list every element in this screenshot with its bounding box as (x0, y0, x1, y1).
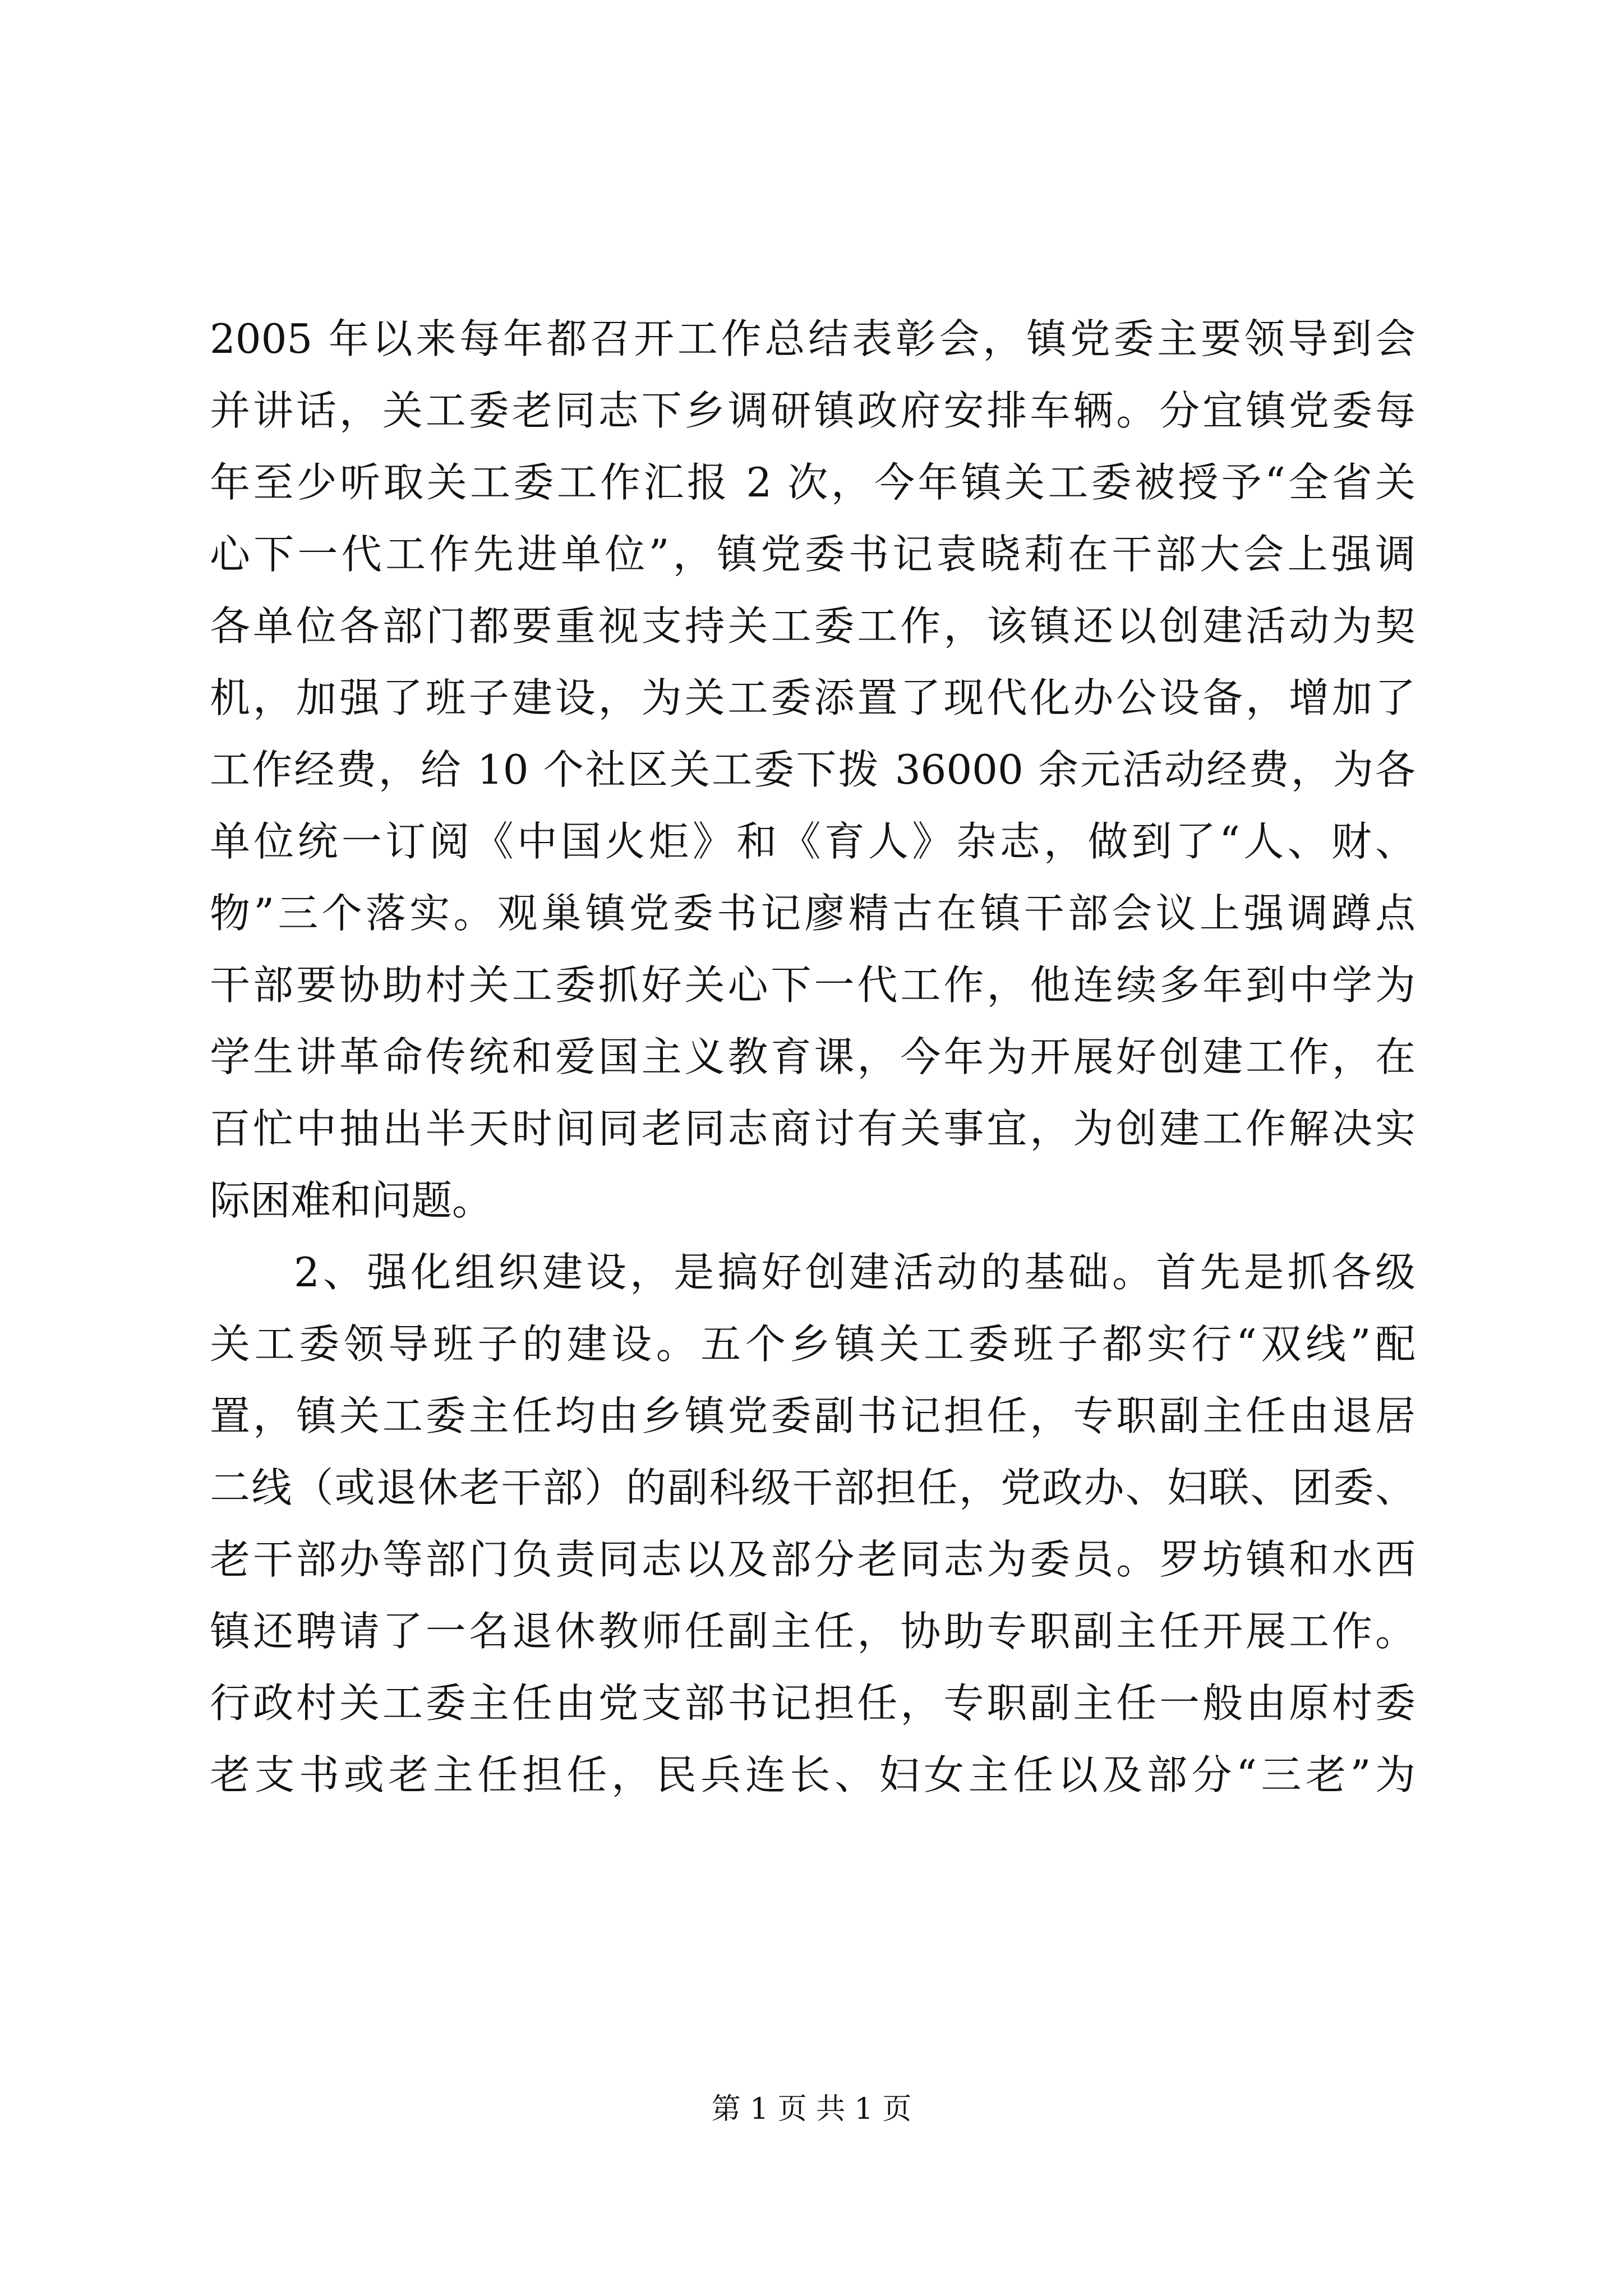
text-line: 镇还聘请了一名退休教师任副主任，协助专职副主任开展工作。 (210, 1608, 1415, 1655)
text-line: 二线（或退休老干部）的副科级干部担任，党政办、妇联、团委、 (210, 1464, 1415, 1511)
text-line: 老支书或老主任担任，民兵连长、妇女主任以及部分“三老”为 (210, 1751, 1415, 1798)
text-line: 各单位各部门都要重视支持关工委工作，该镇还以创建活动为契 (210, 602, 1415, 650)
page-number-footer: 第 1 页 共 1 页 (711, 2092, 912, 2126)
text-line: 关工委领导班子的建设。五个乡镇关工委班子都实行“双线”配 (210, 1320, 1415, 1368)
text-line: 工作经费，给 10 个社区关工委下拨 36000 余元活动经费，为各 (210, 746, 1415, 793)
text-line: 并讲话，关工委老同志下乡调研镇政府安排车辆。分宜镇党委每 (210, 387, 1415, 434)
document-body (210, 303, 1415, 1811)
text-line: 百忙中抽出半天时间同老同志商讨有关事宜，为创建工作解决实 (210, 1105, 1415, 1152)
text-line: 干部要协助村关工委抓好关心下一代工作，他连续多年到中学为 (210, 961, 1415, 1009)
text-line: 学生讲革命传统和爱国主义教育课，今年为开展好创建工作，在 (210, 1033, 1415, 1080)
text-line: 单位统一订阅《中国火炬》和《育人》杂志，做到了“人、财、 (210, 818, 1415, 865)
text-line: 行政村关工委主任由党支部书记担任，专职副主任一般由原村委 (210, 1680, 1415, 1727)
text-line: 老干部办等部门负责同志以及部分老同志为委员。罗坊镇和水西 (210, 1536, 1415, 1583)
text-line: 心下一代工作先进单位”，镇党委书记袁晓莉在干部大会上强调 (210, 531, 1415, 578)
text-line: 际困难和问题。 (210, 1177, 493, 1224)
text-line: 年至少听取关工委工作汇报 2 次，今年镇关工委被授予“全省关 (210, 459, 1415, 506)
text-line: 2005 年以来每年都召开工作总结表彰会，镇党委主要领导到会 (210, 315, 1415, 362)
text-line: 机，加强了班子建设，为关工委添置了现代化办公设备，增加了 (210, 674, 1415, 721)
text-line: 物”三个落实。观巢镇党委书记廖精古在镇干部会议上强调蹲点 (210, 890, 1415, 937)
text-line: 置，镇关工委主任均由乡镇党委副书记担任，专职副主任由退居 (210, 1392, 1415, 1439)
paragraph-2 (210, 1236, 1415, 1811)
paragraph-1 (210, 303, 1415, 1236)
text-line: 2、强化组织建设，是搞好创建活动的基础。首先是抓各级 (294, 1249, 1415, 1296)
